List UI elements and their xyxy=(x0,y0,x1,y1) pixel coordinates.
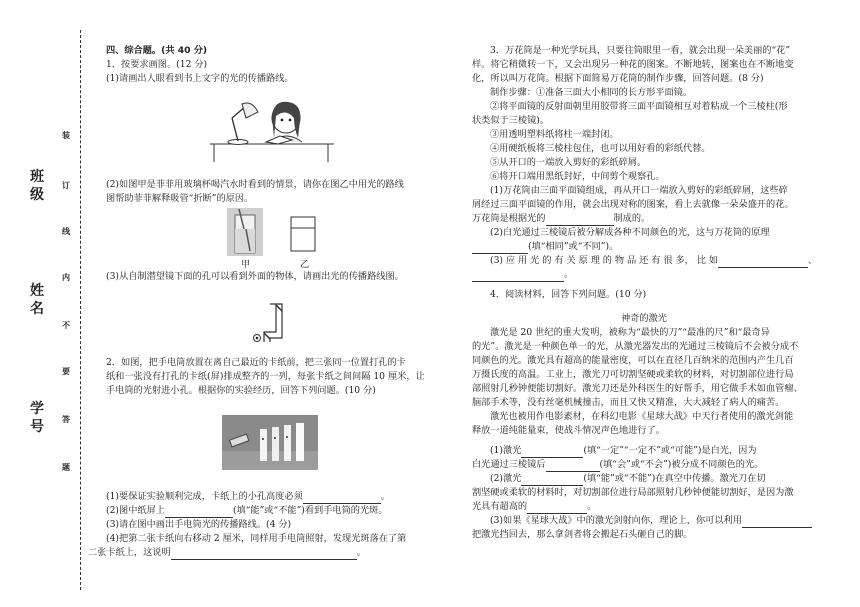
q4-2-line2: 割坚硬或柔软的材料时，对切割部位进行局部照射几秒钟便能切割好，是因为激 xyxy=(472,487,794,498)
q4-1-line2 xyxy=(472,458,763,472)
q2-1-text: (1)要保证实验顺利完成，卡纸上的小孔高度必须 。 xyxy=(106,491,390,502)
q1-2b-text: 图帮助菲菲解释吸管“折断”的原因。 xyxy=(106,193,254,204)
seal-char: 装 xyxy=(62,131,70,140)
figure-label-yi: 乙 xyxy=(300,259,310,270)
binding-line xyxy=(80,30,81,590)
answer-blank[interactable] xyxy=(165,507,233,518)
q4-title: 4．阅读材料，回答下列问题。(10 分) xyxy=(490,289,647,300)
periscope-figure xyxy=(252,302,294,344)
answer-blank[interactable] xyxy=(521,475,583,486)
answer-blank[interactable] xyxy=(472,271,564,282)
answer-blank[interactable] xyxy=(472,243,528,254)
q2-b-text: 纸和一张没有打孔的卡纸(屏)排成整齐的一列，每张卡纸之间间隔 10 厘米，让 xyxy=(106,371,425,382)
step-6: ⑥将开口端用黑纸封好，中间剪个观察孔。 xyxy=(490,171,665,182)
answer-blank[interactable] xyxy=(546,215,614,226)
q3-c-text: 化，所以叫万花筒。根据下面简易万花筒的制作步骤，回答问题。(8 分) xyxy=(472,73,764,84)
step-2b: 状类似于三棱镜)。 xyxy=(472,115,550,126)
q3-2b-suffix: (填“相同”或“不同”)。 xyxy=(528,241,619,252)
sidebar-label-xue: 学 xyxy=(30,401,44,417)
seal-char: 内 xyxy=(62,273,70,282)
q3-1c-text xyxy=(472,212,650,226)
seal-char: 线 xyxy=(62,227,70,236)
seal-char: 题 xyxy=(62,463,70,472)
q4-1-prompt: (1)激光 xyxy=(490,445,522,456)
q2-4a-text: (4)把第二张卡纸向右移动 2 厘米，同样用手电筒照射，发现光斑落在了第 xyxy=(106,533,407,544)
article-line-1: 激光是 20 世纪的重大发明，被称为“最快的刀”“最准的尺”和“最奇异 xyxy=(490,327,770,338)
step-3: ③用透明塑料纸将柱一端封闭。 xyxy=(490,129,619,140)
article-line-4: 万摄氏度的高温。工业上，激光刀可切割坚硬或柔软的材料，对切割部位进行局 xyxy=(472,369,794,380)
q2-2-suffix: (填“能”或“不能”)看到手电筒的光斑。 xyxy=(232,505,388,516)
seal-char: 订 xyxy=(62,181,70,190)
q2-4b-text: 二张卡纸上，这说明 。 xyxy=(88,547,366,558)
q4-2-line1 xyxy=(490,472,766,486)
q3-3a-text: (3) 应 用 光 的 有 关 原 理 的 物 品 还 有 很 多， 比 如 、 xyxy=(490,255,818,266)
answer-blank[interactable] xyxy=(527,503,587,514)
q2-3-text: (3)请在图中画出手电筒光的传播路线。(4 分) xyxy=(106,519,292,530)
sidebar-label-ming: 名 xyxy=(30,301,44,317)
q3-1b-text: 屑经过三面平面镜的作用，就会出现对称的图案，看上去就像一朵朵盛开的花。 xyxy=(472,199,794,210)
step-2a: ②将平面镜的反射面朝里用胶带将三面平面镜相互对着粘成一个三棱柱(形 xyxy=(490,101,788,112)
answer-blank[interactable] xyxy=(521,447,583,458)
q4-2-line3: 光具有超高的 。 xyxy=(472,501,597,512)
steps-title: 制作步骤：①准备三面大小相同的长方形平面镜。 xyxy=(490,87,693,98)
q3-b-text: 样。将它稍微转一下，又会出现另一种花的图案。不断地转，图案也在不断地变 xyxy=(472,59,794,70)
q4-3-line2: 把激光挡回去，那么拿剑者将会搬起石头砸自己的脚。 xyxy=(472,529,693,540)
article-line-6: 脑部手术等，没有丝毫机械撞击，而且又快又精准，大大减轻了病人的痛苦。 xyxy=(472,397,785,408)
q4-1-suffix: (填“一定”“一定不”或“可能”)是白光，因为 xyxy=(583,445,757,456)
step-4: ④用硬纸板将三棱柱包住，也可以用好看的彩纸代替。 xyxy=(490,143,711,154)
sidebar-label-hao: 号 xyxy=(30,419,44,435)
article-line-7: 激光也被用作电影素材，在科幻电影《星球大战》中天行者使用的激光剑能 xyxy=(490,411,794,422)
q1-1-text: (1)请画出人眼看到书上文字的光的传播路线。 xyxy=(106,73,294,84)
q1-3-text: (3)从自制潜望镜下面的孔可以看到外面的物体，请画出光的传播路线图。 xyxy=(106,271,404,282)
article-title: 神奇的激光 xyxy=(621,313,667,324)
answer-blank[interactable] xyxy=(742,517,812,528)
q4-2-prompt: (2)激光 xyxy=(490,473,522,484)
q3-3b-text: 。 xyxy=(472,268,573,282)
empty-glass-figure xyxy=(290,216,316,252)
q3-1c-suffix: 制成的。 xyxy=(613,213,651,224)
q1-title: 1．按要求画图。(12 分) xyxy=(106,59,208,70)
flashlight-cards-figure xyxy=(222,415,318,470)
q3-3-prompt: (3) 应 用 光 的 有 关 原 理 的 物 品 还 有 很 多， 比 如 xyxy=(490,255,719,266)
section-title: 四、综合题。(共 40 分) xyxy=(106,45,208,56)
q2-2-prompt: (2)图中纸屏上 xyxy=(106,505,165,516)
sidebar-label-xing: 姓 xyxy=(30,283,44,299)
q4-2-suffix: (填“能”或“不能”)在真空中传播。激光刀在切 xyxy=(583,473,766,484)
q2-2-text xyxy=(106,504,388,518)
figure-label-jia: 甲 xyxy=(241,259,251,270)
q4-2d-prompt: 光具有超高的 xyxy=(472,501,528,512)
q2-4b-prompt: 二张卡纸上，这说明 xyxy=(88,547,171,558)
q4-1-line1 xyxy=(490,444,757,458)
q4-1d-suffix: (填“会”或“不会”)被分成不同颜色的光。 xyxy=(599,459,764,470)
seal-char: 答 xyxy=(62,415,70,424)
article-line-2: 的光”。激光是一种颜色单一的光，从激光器发出的光通过三棱镜后不会被分成不 xyxy=(472,341,799,352)
answer-blank[interactable] xyxy=(546,461,600,472)
q3-a-text: 3．万花筒是一种光学玩具，只要往筒眼里一看，就会出现一朵美丽的“花” xyxy=(490,45,791,56)
article-line-3: 同颜色的光。激光具有超高的能量密度，可以在直径几百纳米的范围内产生几百 xyxy=(472,355,794,366)
q4-3-prompt: (3)如果《星球大战》中的激光剑射向你，理论上，你可以利用 xyxy=(490,515,742,526)
glass-straw-figure xyxy=(226,207,264,257)
answer-blank[interactable] xyxy=(718,257,808,268)
reading-girl-figure xyxy=(208,98,336,164)
seal-char: 不 xyxy=(62,321,70,330)
step-5: ⑤从开口的一端放入剪好的彩纸碎屑。 xyxy=(490,157,647,168)
seal-char: 要 xyxy=(62,367,70,376)
q3-1a-text: (1)万花筒由三面平面镜组成，再从开口一端放入剪好的彩纸碎屑，这些碎 xyxy=(490,185,788,196)
q3-1c-prompt: 万花筒是根据光的 xyxy=(472,213,546,224)
q4-1c-prompt: 白光通过三棱镜后 xyxy=(472,459,546,470)
q2-c-text: 手电筒的光射进小孔。根据你的实验经历，回答下列问题。(10 分) xyxy=(106,385,376,396)
sidebar-label-ji: 级 xyxy=(30,187,44,203)
q3-2a-text: (2)白光通过三棱镜后被分解成各种不同颜色的光，这与万花筒的原理 xyxy=(490,227,770,238)
q3-2b-text xyxy=(472,240,618,254)
article-line-5: 部照射几秒钟便能切割好。激光刀还是外科医生的好帮手，用它做手术如血管瘤、 xyxy=(472,383,803,394)
answer-blank[interactable] xyxy=(303,493,381,504)
sidebar-label-ban: 班 xyxy=(30,169,44,185)
q4-3-line1 xyxy=(490,514,812,528)
q2-a-text: 2．如图，把手电筒放置在离自己最近的卡纸前，把三张同一位置打孔的卡 xyxy=(106,357,406,368)
answer-blank[interactable] xyxy=(171,549,357,560)
article-line-8: 释放一道纯能量束，使战斗情况声色地进行了。 xyxy=(472,425,665,436)
q2-1-prompt: (1)要保证实验顺利完成，卡纸上的小孔高度必须 xyxy=(106,491,303,502)
q1-2a-text: (2)如图甲是菲菲用玻璃杯喝汽水时看到的情景，请你在图乙中用光的路线 xyxy=(106,179,404,190)
